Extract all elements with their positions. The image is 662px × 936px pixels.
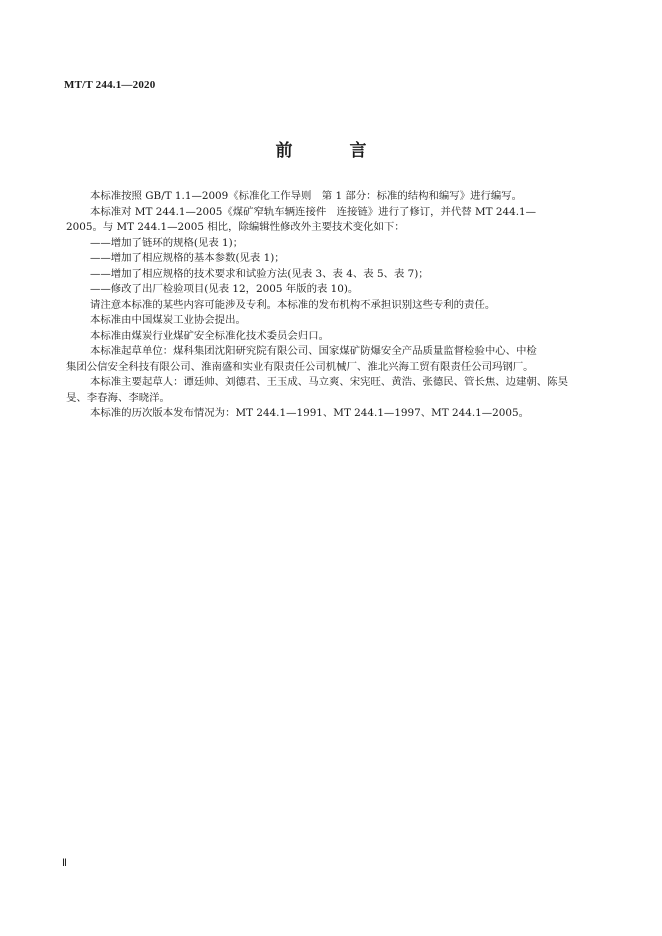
paragraph-revision: 本标准对 MT 244.1—2005《煤矿窄轨车辆连接件 连接链》进行了修订，并代替 MT 244.1— [90,205,537,218]
paragraph-drafters-continued: 旻、李春海、李晓洋。 [66,391,170,404]
standard-code-header: MT/T 244.1—2020 [64,79,156,91]
foreword-body [66,189,585,422]
paragraph-drafting-rules: 本标准按照 GB/T 1.1—2009《标准化工作导则 第 1 部分：标准的结构和编写》进行编写。 [90,190,523,202]
change-item-chain-spec: ——增加了链环的规格(见表 1)； [90,236,244,249]
paragraph-revision-continued: 2005。与 MT 244.1—2005 相比，除编辑性修改外主要技术变化如下： [66,221,405,233]
paragraph-drafting-units: 本标准起草单位：煤科集团沈阳研究院有限公司、国家煤矿防爆安全产品质量监督检验中心、中检 [90,345,537,357]
change-item-test-methods: ——增加了相应规格的技术要求和试验方法(见表 3、表 4、表 5、表 7)； [90,267,429,280]
page-number: Ⅱ [62,858,67,869]
paragraph-version-history: 本标准的历次版本发布情况为：MT 244.1—1991、MT 244.1—1997、MT 244.1—2005。 [90,407,529,419]
page-title: 前 言 [275,141,387,161]
change-item-parameters: ——增加了相应规格的基本参数(见表 1)； [90,252,285,264]
paragraph-drafting-units-continued: 集团公信安全科技有限公司、淮南盛和实业有限责任公司机械厂、淮北兴海工贸有限责任公司玛钢厂。 [66,360,534,373]
paragraph-proposed-by: 本标准由中国煤炭工业协会提出。 [90,314,246,326]
paragraph-patent-notice: 请注意本标准的某些内容可能涉及专利。本标准的发布机构不承担识别这些专利的责任。 [90,298,496,311]
paragraph-technical-committee: 本标准由煤炭行业煤矿安全标准化技术委员会归口。 [90,329,329,342]
change-item-inspection: ——修改了出厂检验项目(见表 12，2005 年版的表 10)。 [90,283,359,295]
paragraph-drafters: 本标准主要起草人：谭廷帅、刘德君、王玉成、马立爽、宋宪旺、黄浩、张德民、管长焦、边建朝、陈昊 [90,376,568,388]
